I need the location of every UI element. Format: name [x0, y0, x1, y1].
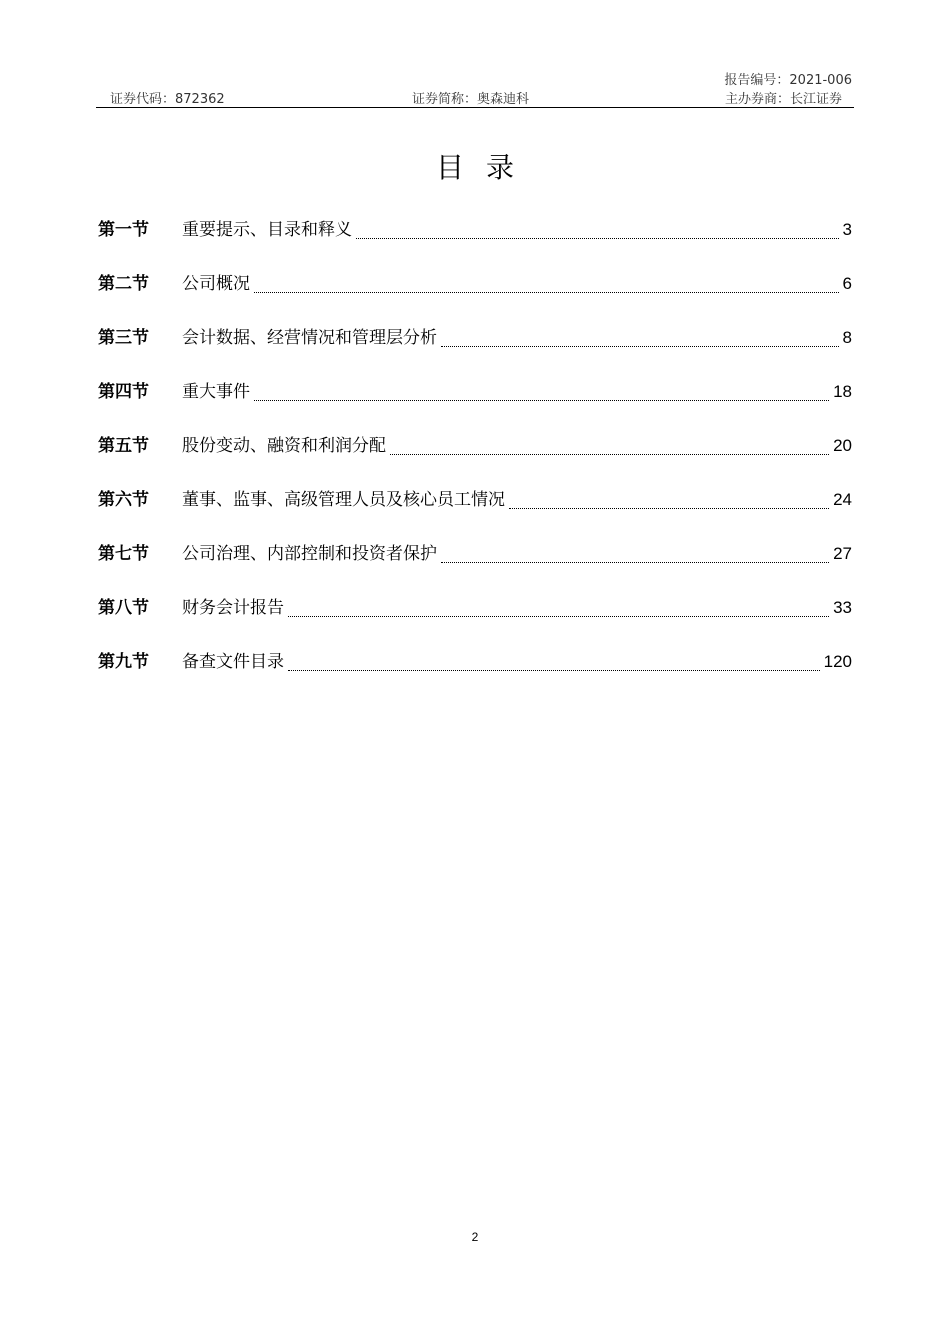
- toc-section-title: 董事、监事、高级管理人员及核心员工情况: [182, 490, 505, 510]
- toc-leader-dots: [356, 220, 839, 239]
- toc-section-title: 公司治理、内部控制和投资者保护: [182, 544, 437, 564]
- toc-page-number: 18: [833, 382, 852, 401]
- toc-section-number: 第四节: [98, 382, 149, 402]
- toc-section-number: 第七节: [98, 544, 149, 564]
- toc-leader-dots: [288, 598, 829, 617]
- toc-page-number: 24: [833, 490, 852, 509]
- toc-leader-dots: [441, 544, 829, 563]
- toc-page-number: 33: [833, 598, 852, 617]
- toc-page-number: 27: [833, 544, 852, 563]
- sponsor-broker: 主办券商：长江证券: [724, 92, 842, 107]
- toc-page-number: 120: [823, 652, 852, 671]
- toc-leader-dots: [254, 382, 829, 401]
- table-of-contents: [98, 216, 852, 702]
- toc-section-number: 第三节: [98, 328, 149, 348]
- page-header: [96, 88, 854, 107]
- toc-section-title: 会计数据、经营情况和管理层分析: [182, 328, 437, 348]
- toc-page-number: 8: [842, 328, 852, 347]
- toc-leader-dots: [254, 274, 839, 293]
- toc-entry[interactable]: [98, 594, 852, 648]
- toc-section-number: 第二节: [98, 274, 149, 294]
- toc-leader-dots: [509, 490, 829, 509]
- toc-page-number: 6: [842, 274, 852, 293]
- toc-entry[interactable]: [98, 486, 852, 540]
- stock-abbreviation: 证券简称：奥森迪科: [412, 92, 530, 107]
- toc-section-number: 第八节: [98, 598, 149, 618]
- toc-section-number: 第一节: [98, 220, 149, 240]
- stock-code: 证券代码：872362: [110, 92, 225, 107]
- toc-section-title: 公司概况: [182, 274, 250, 294]
- header-divider: [96, 107, 854, 108]
- toc-section-title: 重要提示、目录和释义: [182, 220, 352, 240]
- toc-entry[interactable]: [98, 540, 852, 594]
- toc-page-number: 20: [833, 436, 852, 455]
- toc-entry[interactable]: [98, 324, 852, 378]
- page-title: 目录: [435, 151, 536, 184]
- toc-leader-dots: [441, 328, 839, 347]
- toc-leader-dots: [288, 652, 820, 671]
- toc-section-title: 股份变动、融资和利润分配: [182, 436, 386, 456]
- toc-section-title: 重大事件: [182, 382, 250, 402]
- toc-leader-dots: [390, 436, 829, 455]
- toc-section-number: 第六节: [98, 490, 149, 510]
- toc-section-title: 备查文件目录: [182, 652, 284, 672]
- toc-section-number: 第九节: [98, 652, 149, 672]
- toc-entry[interactable]: [98, 216, 852, 270]
- toc-entry[interactable]: [98, 648, 852, 702]
- toc-entry[interactable]: [98, 270, 852, 324]
- toc-section-title: 财务会计报告: [182, 598, 284, 618]
- toc-entry[interactable]: [98, 378, 852, 432]
- toc-entry[interactable]: [98, 432, 852, 486]
- page-number: 2: [471, 1230, 479, 1244]
- toc-page-number: 3: [842, 220, 852, 239]
- report-number: 报告编号：2021-006: [724, 73, 852, 88]
- toc-section-number: 第五节: [98, 436, 149, 456]
